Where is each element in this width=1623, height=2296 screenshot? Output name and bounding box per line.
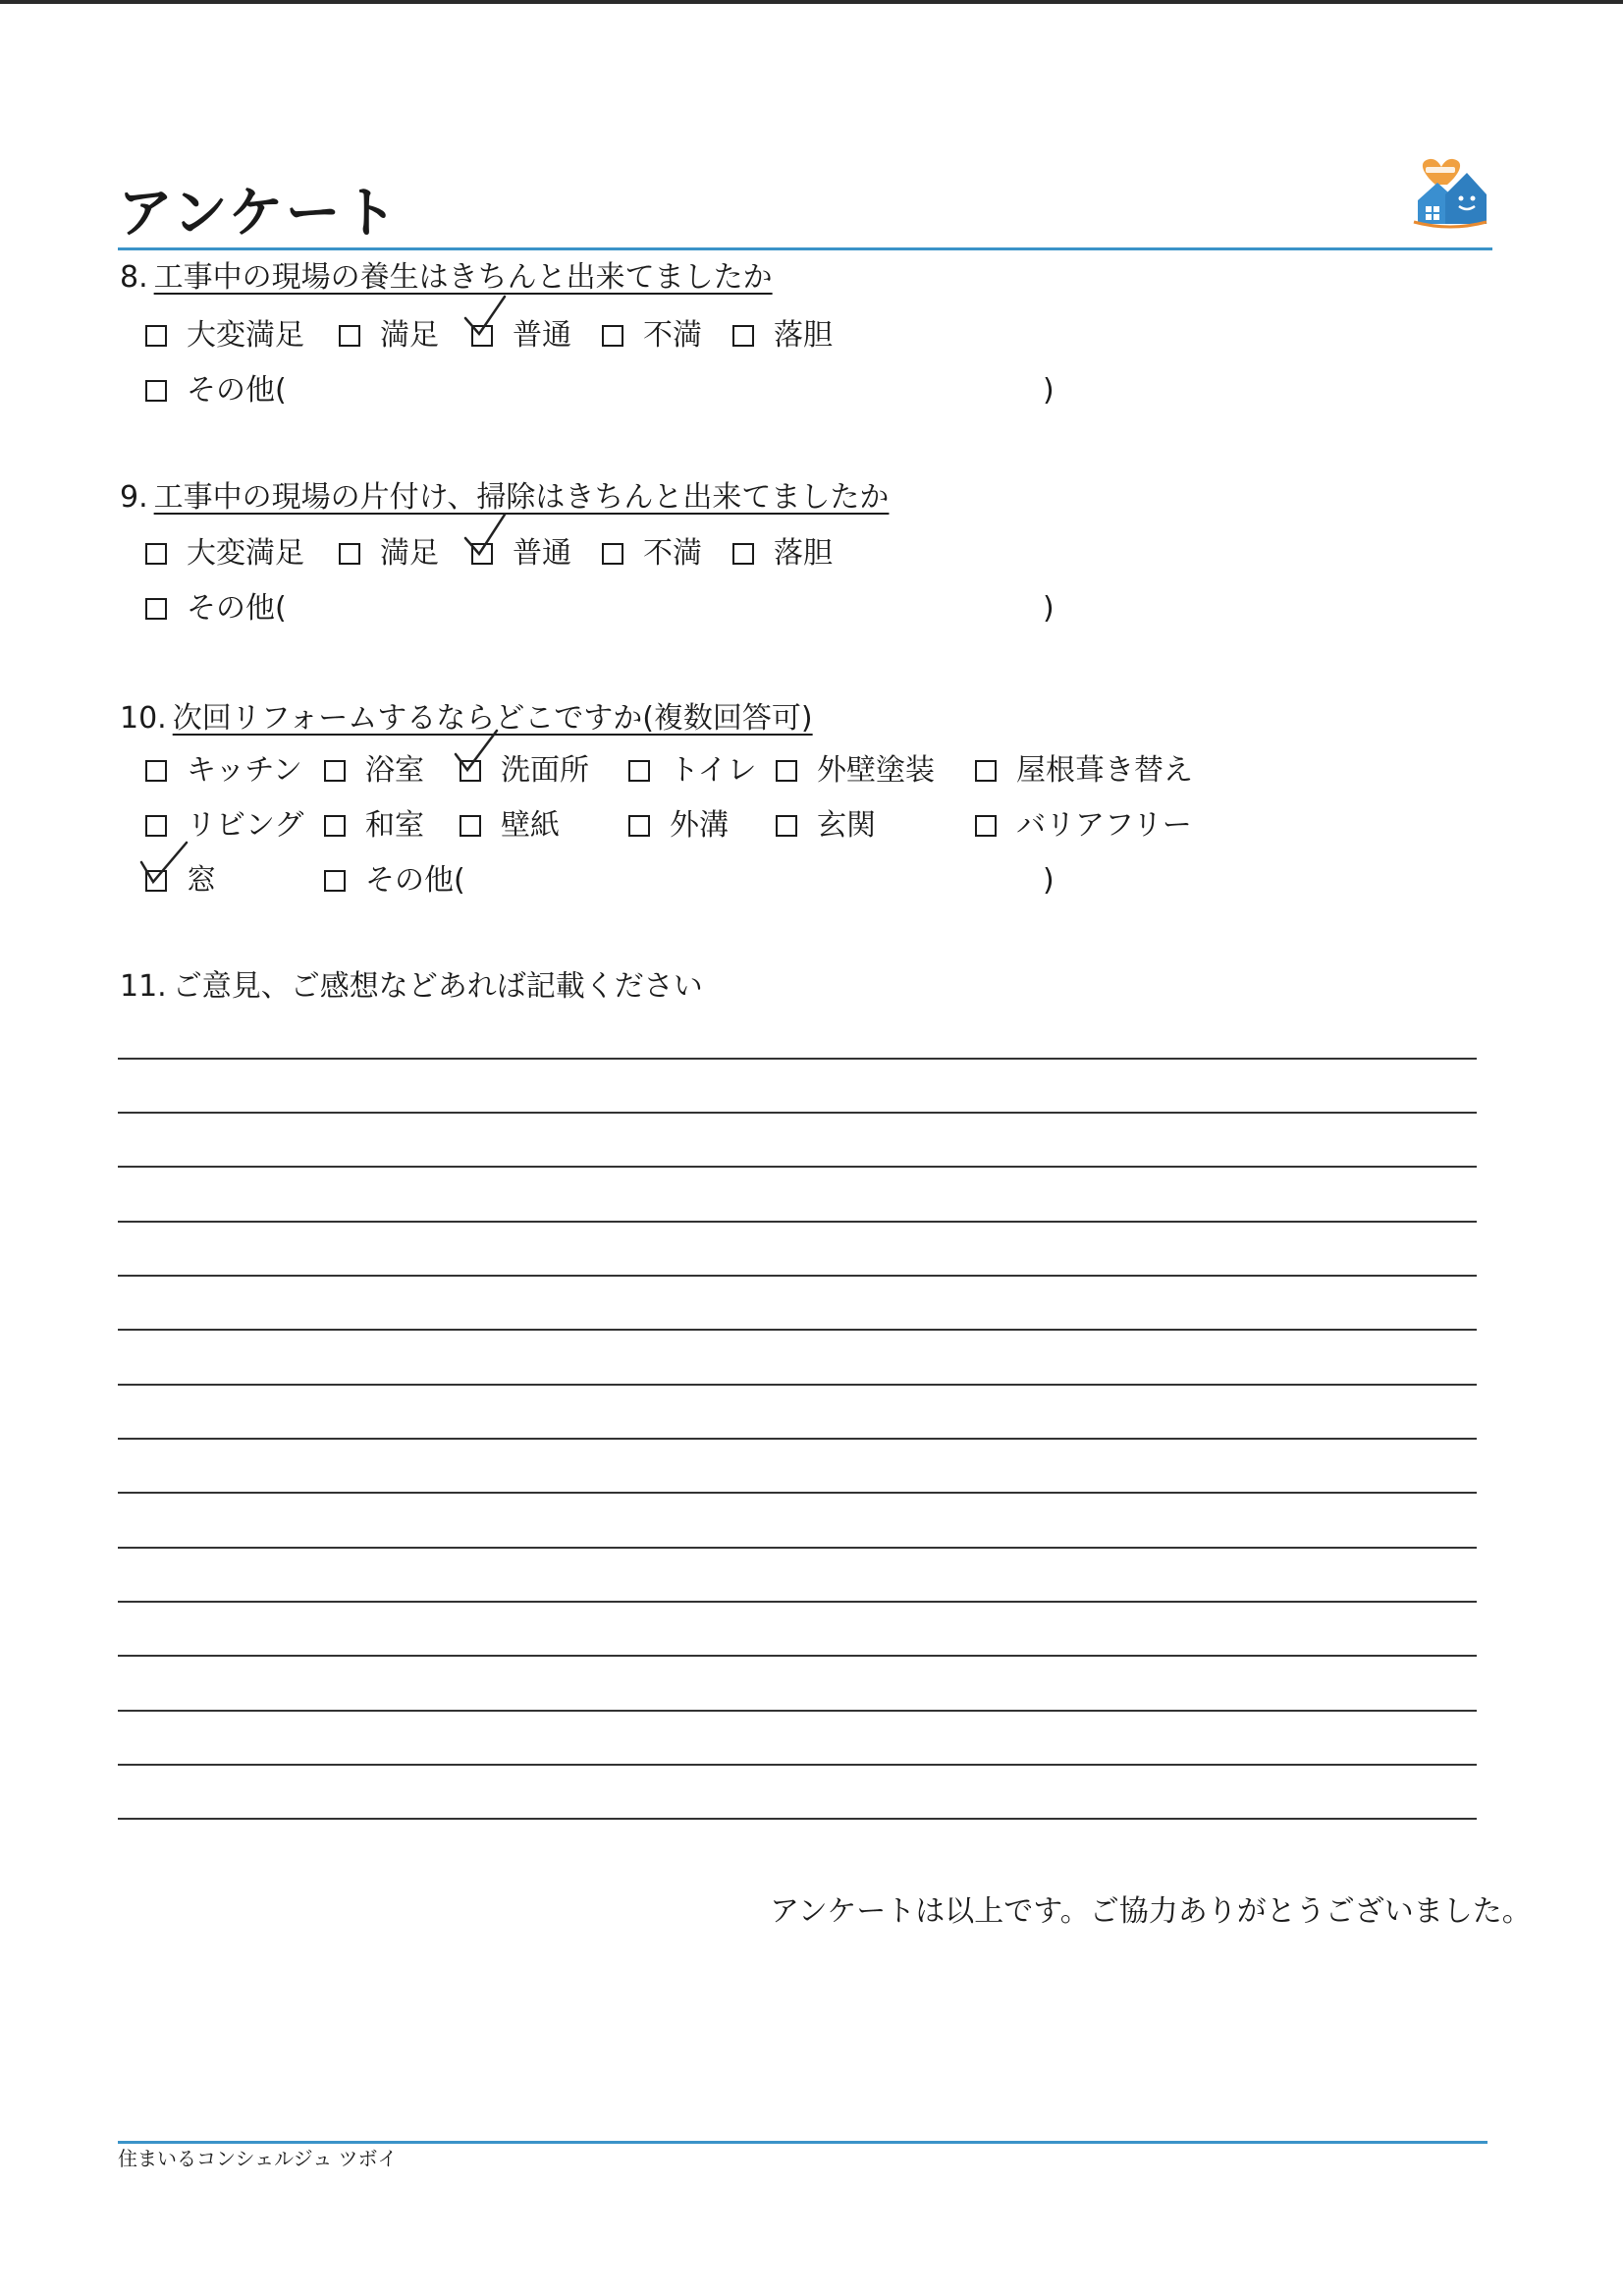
q10-option-toilet[interactable] [628,753,757,788]
option-label: 洗面所 [501,753,589,788]
q10-option-exterior-gutter[interactable] [628,808,729,843]
q9-option-disappointed[interactable] [732,536,833,571]
q10-option-wallpaper[interactable] [460,808,560,843]
other-close-paren: ) [1043,373,1055,408]
option-label: バリアフリー [1016,808,1192,843]
option-label: その他( [365,863,465,898]
option-label: 不満 [643,536,702,571]
checkbox[interactable] [339,543,360,565]
checkbox[interactable] [975,760,997,782]
option-label: 落胆 [774,318,833,353]
q10-option-living[interactable] [145,808,304,843]
option-label: 普通 [513,318,571,353]
footer-divider [118,2141,1488,2144]
checkbox[interactable] [628,815,650,837]
checkbox[interactable] [324,760,346,782]
comment-line[interactable] [118,1601,1477,1603]
q10-option-roof[interactable] [975,753,1193,788]
checkbox[interactable] [339,325,360,347]
comment-line[interactable] [118,1221,1477,1223]
option-label: 浴室 [365,753,424,788]
q10-option-entrance[interactable] [776,808,876,843]
question-text: 工事中の現場の養生はきちんと出来てましたか [153,260,773,295]
comment-line[interactable] [118,1384,1477,1386]
option-label: 玄関 [817,808,876,843]
option-label: 窓 [187,863,216,898]
question-text: 次回リフォームするならどこですか(複数回答可) [172,701,813,736]
q9-option-dissatisfied[interactable] [602,536,702,571]
question-number: 10. [120,701,167,736]
option-label: その他( [187,591,287,626]
q8-option-disappointed[interactable] [732,318,833,353]
checkbox[interactable] [145,325,167,347]
option-label: キッチン [187,753,302,788]
comment-line[interactable] [118,1710,1477,1712]
comment-line[interactable] [118,1818,1477,1820]
handwritten-check-icon [452,727,511,776]
q9-option-very-satisfied[interactable] [145,536,304,571]
comment-line[interactable] [118,1438,1477,1440]
question-8 [120,260,773,295]
question-number: 8. [120,260,148,295]
option-label: 屋根葺き替え [1016,753,1193,788]
option-label: 外溝 [670,808,729,843]
option-label: 満足 [380,536,439,571]
handwritten-check-icon [461,509,520,558]
q8-option-very-satisfied[interactable] [145,318,304,353]
title-divider [118,247,1492,250]
q8-option-dissatisfied[interactable] [602,318,702,353]
question-number: 11. [120,969,167,1004]
checkbox[interactable] [602,543,623,565]
checkbox[interactable] [732,543,754,565]
checkbox[interactable] [628,760,650,782]
other-close-paren: ) [1043,591,1055,626]
footer-company-name: 住まいるコンシェルジュ ツボイ [118,2147,398,2170]
question-number: 9. [120,480,148,515]
q10-option-kitchen[interactable] [145,753,302,788]
option-label: 大変満足 [187,318,304,353]
checkbox[interactable] [776,760,797,782]
comment-line[interactable] [118,1547,1477,1549]
option-label: リビング [187,808,304,843]
option-label: 満足 [380,318,439,353]
option-label: 壁紙 [501,808,560,843]
q8-option-satisfied[interactable] [339,318,439,353]
q10-option-japanese-room[interactable] [324,808,424,843]
comment-line[interactable] [118,1655,1477,1657]
checkbox[interactable] [145,380,167,402]
closing-message: アンケートは以上です。ご協力ありがとうございました。 [770,1894,1532,1929]
page-title: アンケート [118,182,400,246]
checkbox[interactable] [324,870,346,892]
checkbox[interactable] [145,815,167,837]
q10-option-exterior-paint[interactable] [776,753,935,788]
q10-option-other[interactable] [324,863,465,898]
checkbox[interactable] [145,760,167,782]
house-logo-icon [1412,155,1488,230]
checkbox[interactable] [145,598,167,620]
checkbox[interactable] [732,325,754,347]
comment-line[interactable] [118,1112,1477,1114]
question-text: 工事中の現場の片付け、掃除はきちんと出来てましたか [153,480,890,515]
checkbox[interactable] [776,815,797,837]
q10-option-barrier-free[interactable] [975,808,1192,843]
question-text: ご意見、ご感想などあれば記載ください [172,969,703,1004]
scan-edge [0,0,1623,4]
q9-option-other[interactable] [145,591,287,626]
checkbox[interactable] [975,815,997,837]
q10-option-bathroom[interactable] [324,753,424,788]
handwritten-check-icon [137,841,196,890]
option-label: 外壁塗装 [817,753,935,788]
option-label: 大変満足 [187,536,304,571]
option-label: その他( [187,373,287,408]
comment-line[interactable] [118,1329,1477,1331]
checkbox[interactable] [602,325,623,347]
q9-option-satisfied[interactable] [339,536,439,571]
comment-line[interactable] [118,1058,1477,1060]
handwritten-check-icon [461,291,520,340]
checkbox[interactable] [460,815,481,837]
question-11 [120,969,703,1004]
checkbox[interactable] [145,543,167,565]
option-label: 落胆 [774,536,833,571]
option-label: 和室 [365,808,424,843]
checkbox[interactable] [324,815,346,837]
option-label: トイレ [670,753,757,788]
option-label: 普通 [513,536,571,571]
other-close-paren: ) [1043,863,1055,898]
q8-option-other[interactable] [145,373,287,408]
comment-line[interactable] [118,1166,1477,1168]
option-label: 不満 [643,318,702,353]
comment-line[interactable] [118,1275,1477,1277]
comment-line[interactable] [118,1764,1477,1766]
comment-line[interactable] [118,1492,1477,1494]
